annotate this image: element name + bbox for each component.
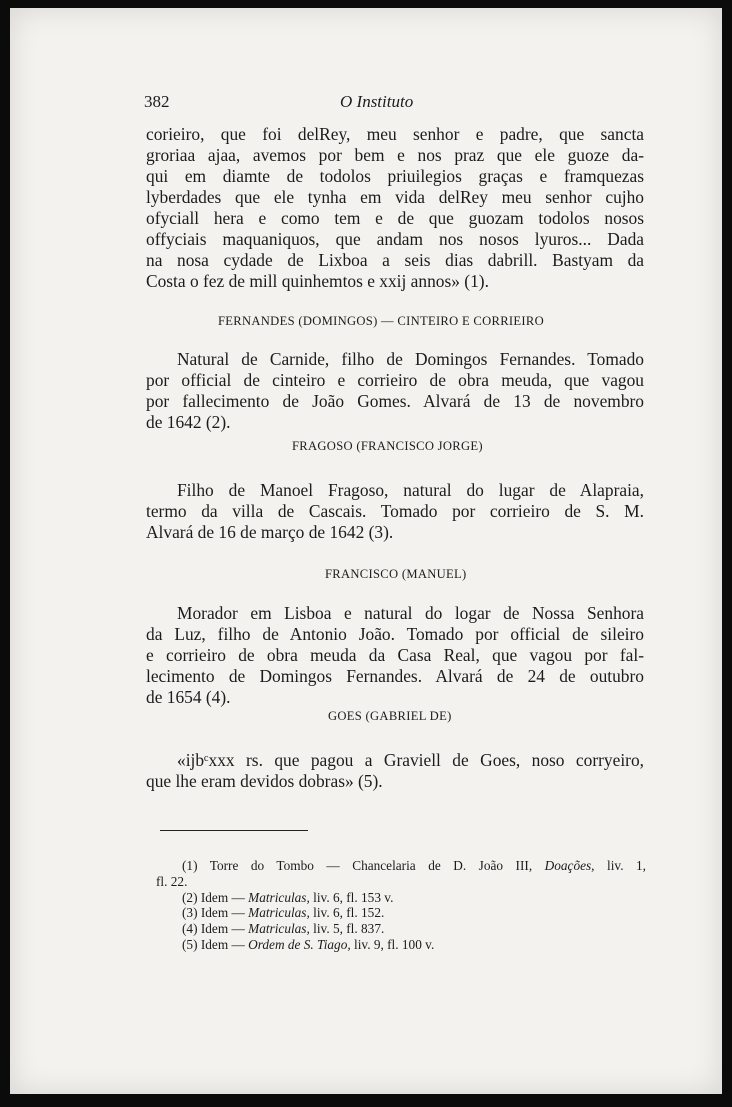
text-line: ofyciall hera e como tem e de que guozam todolos nosos	[146, 208, 644, 228]
entry-paragraph	[146, 480, 644, 543]
footnote	[156, 937, 646, 953]
footnote-tail: liv. 6, fl. 153 v.	[313, 889, 394, 905]
text-line: Alvará de 16 de março de 1642 (3).	[146, 522, 394, 542]
entry-paragraph	[146, 349, 644, 433]
text-line: offyciais maquaniquos, que andam nos nosos lyuros... Dada	[146, 229, 644, 249]
footnotes	[156, 858, 646, 953]
text-line: na nosa cydade de Lixboa a seis dias dabrill. Bastyam da	[146, 250, 644, 270]
text-line: corieiro, que foi delRey, meu senhor e padre, que sancta	[146, 124, 644, 144]
text-line: qui em diamte de todolos priuilegios graças e framquezas	[146, 166, 644, 186]
text-line: da Luz, filho de Antonio João. Tomado por official de sileiro	[146, 624, 644, 644]
text-line: termo da villa de Cascais. Tomado por corrieiro de S. M.	[146, 501, 644, 521]
footnote-number: (1)	[182, 858, 198, 873]
text-line: de 1654 (4).	[146, 687, 231, 707]
page-number: 382	[144, 92, 170, 111]
footnote-number: (3)	[182, 905, 198, 921]
footnote-tail: liv. 5, fl. 837.	[313, 921, 385, 937]
footnote-ref: Ordem de S. Tiago,	[248, 936, 351, 952]
entry-heading: FRANCISCO (MANUEL)	[325, 567, 467, 581]
footnote-number: (4)	[182, 921, 198, 937]
text-line: «ijbᶜxxx rs. que pagou a Graviell de Goes, noso corryeiro,	[177, 750, 644, 770]
footnote-ref: Doações,	[544, 858, 595, 873]
text-line: Morador em Lisboa e natural do logar de Nossa Senhora	[177, 603, 644, 623]
footnote	[156, 921, 646, 937]
footnote	[156, 905, 646, 921]
footnote-text: Idem —	[200, 921, 245, 937]
footnote-tail: liv. 9, fl. 100 v.	[354, 936, 435, 952]
text-line: e corrieiro de obra meuda da Casa Real, que vagou por fal-	[146, 645, 644, 665]
opening-paragraph	[146, 124, 644, 292]
text-line: Natural de Carnide, filho de Domingos Fernandes. Tomado	[177, 349, 644, 369]
entry-heading: GOES (GABRIEL DE)	[328, 709, 452, 723]
footnote	[156, 890, 646, 906]
text-line: por official de cinteiro e corrieiro de obra meuda, que vagou	[146, 370, 644, 390]
text-line: lyberdades que ele tynha em vida delRey meu senhor cujho	[146, 187, 644, 207]
footnote-ref: Matriculas,	[248, 905, 310, 921]
entry-heading: FERNANDES (DOMINGOS) — CINTEIRO E CORRIEIRO	[218, 314, 544, 328]
text-line: lecimento de Domingos Fernandes. Alvará de 24 de outubro	[146, 666, 644, 686]
footnote-tail: liv. 6, fl. 152.	[313, 905, 385, 921]
text-line: que lhe eram devidos dobras» (5).	[146, 771, 383, 791]
footnote-text: Idem —	[200, 936, 245, 952]
entry-paragraph	[146, 750, 644, 792]
footnote-text: Idem —	[200, 889, 245, 905]
footnote-continuation: fl. 22.	[156, 873, 188, 889]
footnote-number: (2)	[182, 889, 198, 905]
footnote-ref: Matriculas,	[248, 889, 310, 905]
running-title: O Instituto	[340, 92, 414, 111]
footnote	[156, 858, 646, 874]
footnote-tail: liv. 1,	[607, 858, 646, 873]
text-line: Costa o fez de mill quinhemtos e xxij annos» (1).	[146, 271, 489, 291]
entry-paragraph	[146, 603, 644, 708]
text-line: Filho de Manoel Fragoso, natural do lugar de Alapraia,	[177, 480, 644, 500]
text-line: por fallecimento de João Gomes. Alvará de 13 de novembro	[146, 391, 644, 411]
footnote-ref: Matriculas,	[248, 921, 310, 937]
footnote-number: (5)	[182, 936, 198, 952]
footnote-separator	[160, 830, 308, 831]
footnote-text: Torre do Tombo — Chancelaria de D. João III,	[209, 858, 533, 873]
text-line: de 1642 (2).	[146, 412, 231, 432]
entry-heading: FRAGOSO (FRANCISCO JORGE)	[292, 439, 483, 453]
footnote-text: Idem —	[200, 905, 245, 921]
text-line: groriaa ajaa, avemos por bem e nos praz que ele guoze da-	[146, 145, 644, 165]
